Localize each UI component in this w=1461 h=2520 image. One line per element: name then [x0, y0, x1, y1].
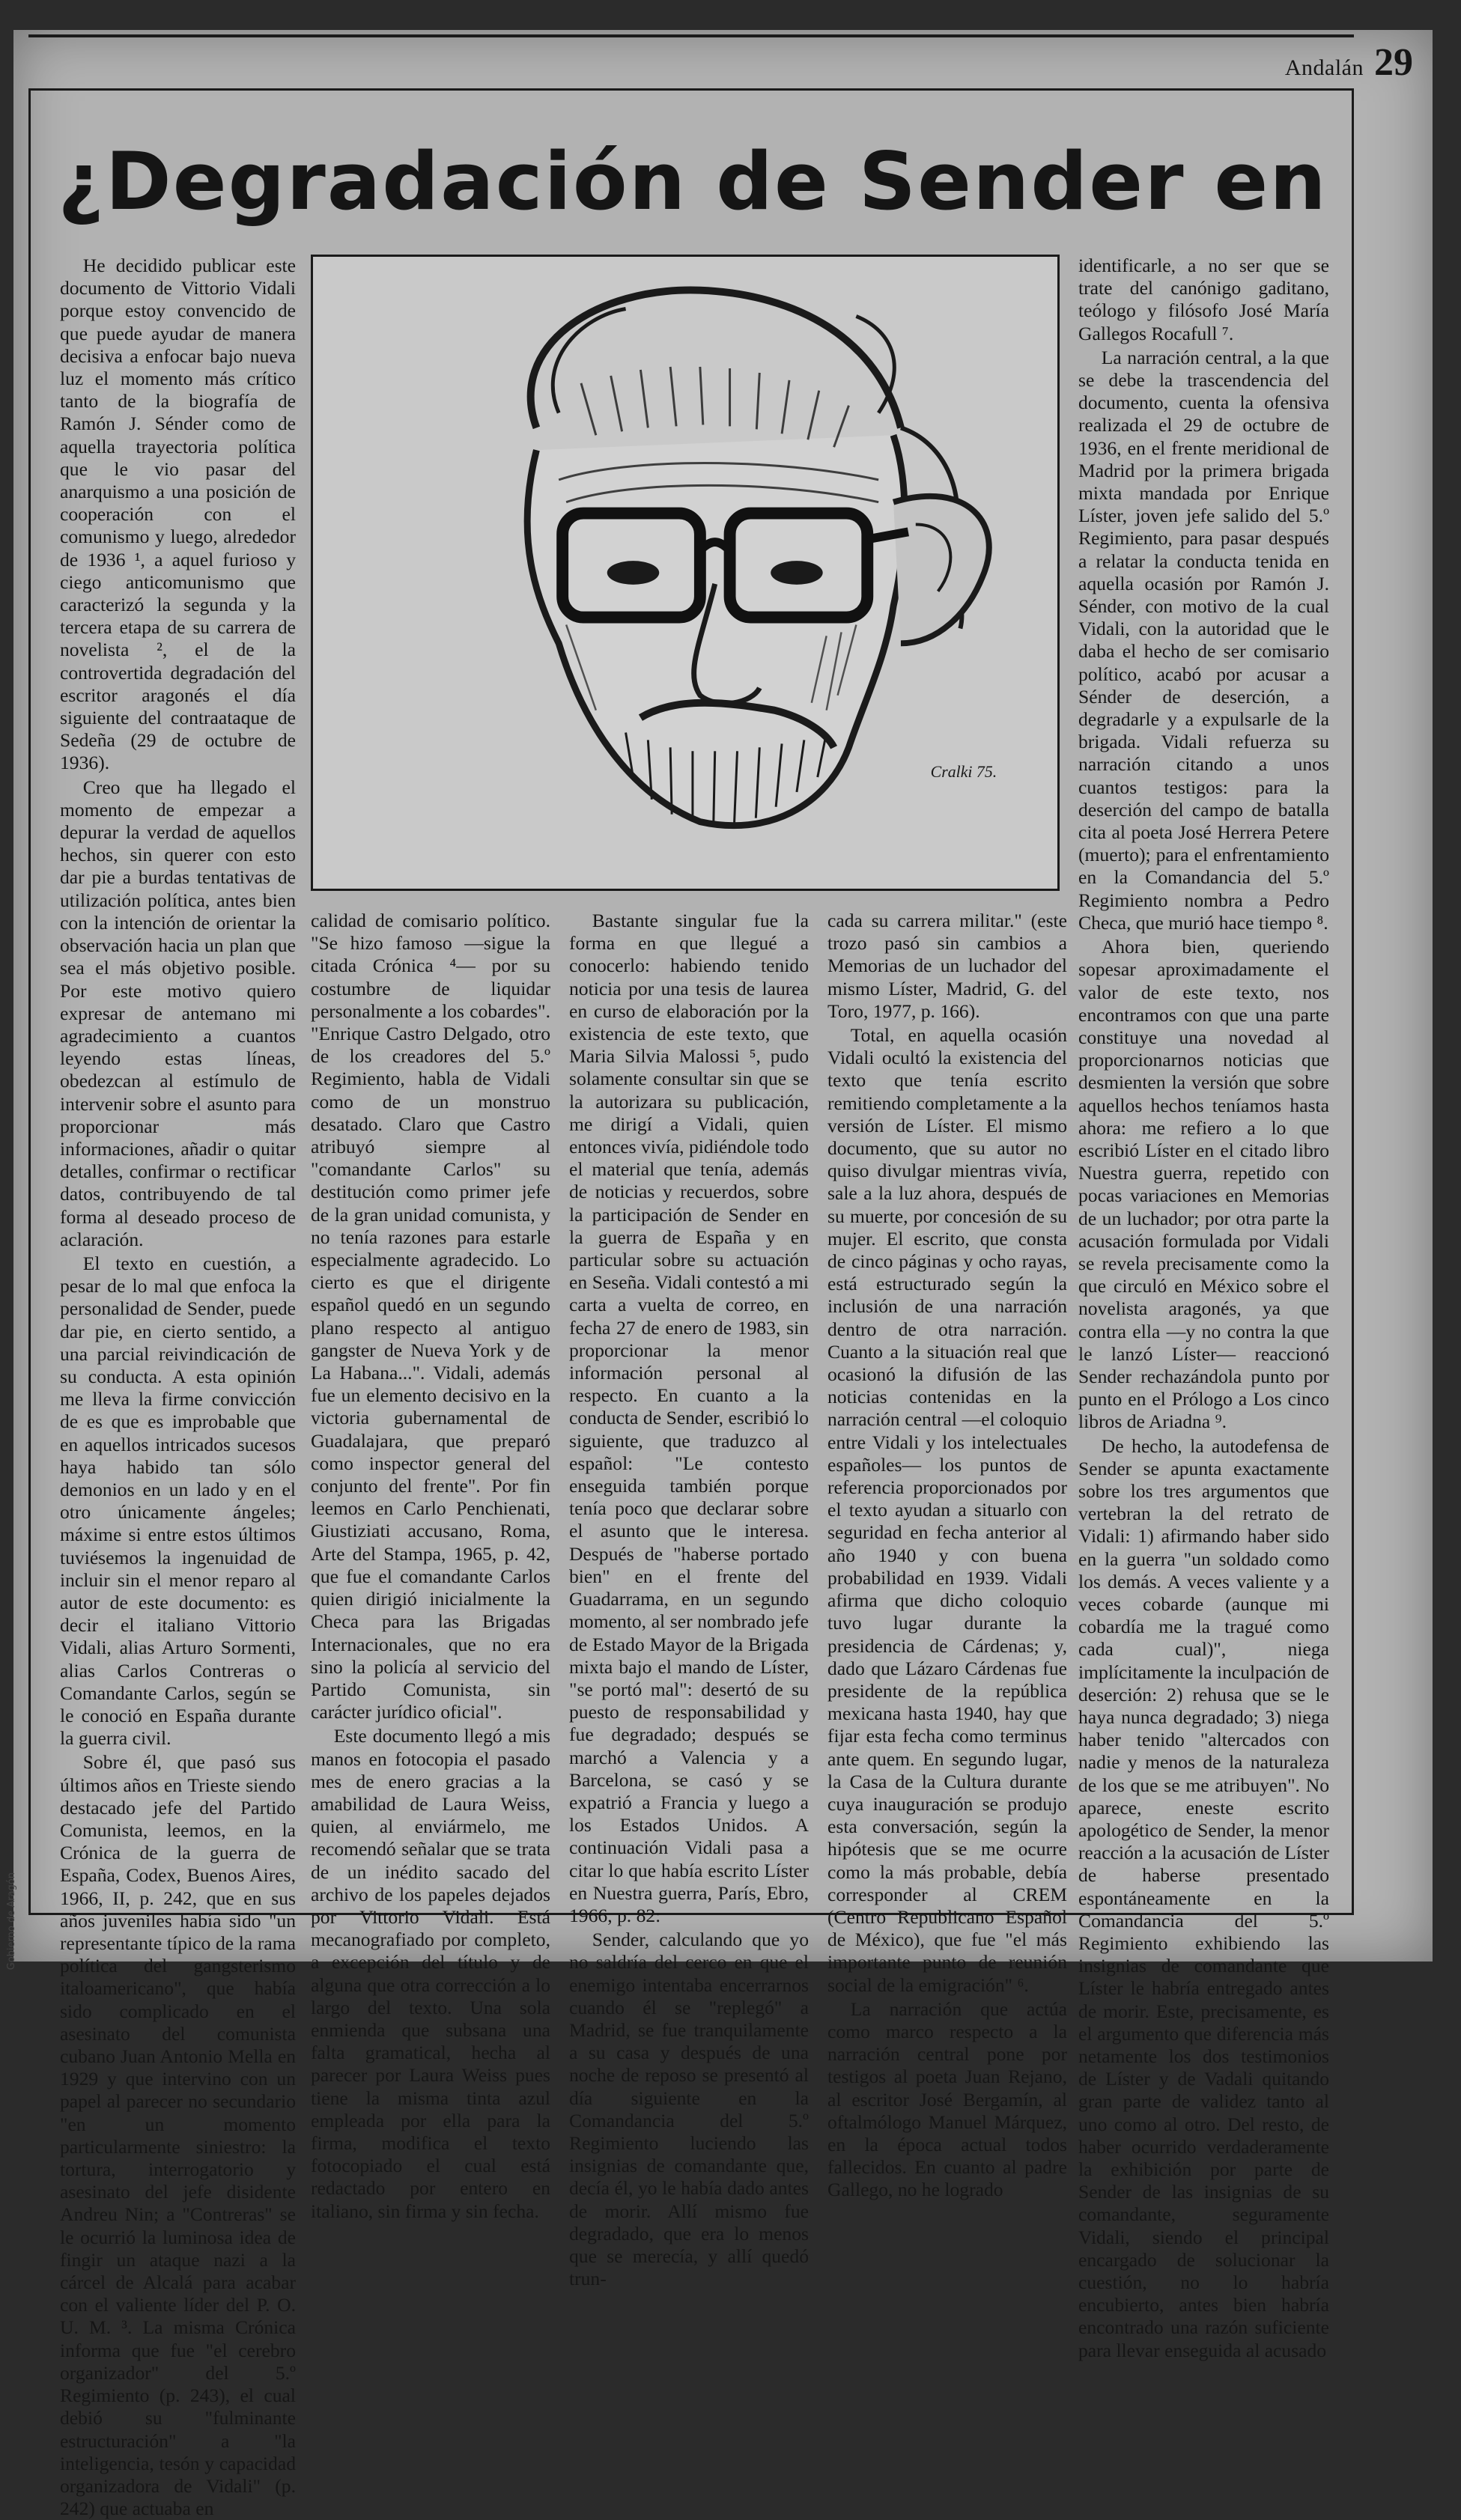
paragraph: Este documento llegó a mis manos en fotocopia el pasado mes de enero gracias a la amabilidad de Laura Weiss, quien, al enviármelo, me recomendó señalar que se trata de un inédito sacado del archivo de los papeles dejados por Vittorio Vidali. Está mecanografiado por completo, a excepción del título y de alguna que otra corrección a lo largo del texto. Una sola enmienda que subsana una falta gramatical, hecha al parecer por Laura Weiss pues tiene la misma tinta azul empleada por ella para la firma, modifica el texto fotocopiado el cual está redactado por entero en italiano, sin firma y sin fecha. — [311, 1725, 550, 2222]
column-3 — [569, 910, 809, 2290]
paragraph: calidad de comisario político. "Se hizo famoso —sigue la citada Crónica ⁴— por su costumbre de liquidar personalmente a los cobardes". "Enrique Castro Delgado, otro de los creadores del 5.º Regimiento, habla de Vidali como de un monstruo desatado. Claro que Castro atribuyó siempre al "comandante Carlos" su destitución como primer jefe de la gran unidad comunista, y no tenía razones para estarle especialmente agradecido. Lo cierto es que el dirigente español quedó en un segundo plano respecto al antiguo gangster de Nueva York y de La Habana...". Vidali, además fue un elemento decisivo en la victoria gubernamental de Guadalajara, que preparó como inspector general del conjunto del frente". Por fin leemos en Carlo Penchienati, Giustiziati accusano, Roma, Arte del Stampa, 1965, p. 42, que fue el comandante Carlos quien dirigió inicialmente la Checa para las Brigadas Internacionales, que no era sino la policía al servicio del Partido Comunista, sin carácter jurídico oficial". — [311, 910, 550, 1723]
archive-credit: Gobierno de Aragón — [6, 1872, 17, 1970]
headline: ¿Degradación de Sender en — [58, 136, 1328, 228]
paragraph: Total, en aquella ocasión Vidali ocultó la existencia del texto que tenía escrito remitiendo completamente a la versión de Líster. El mismo documento, que su autor no quiso divulgar mientras vivía, sale a la luz ahora, después de su muerte, por concesión de su mujer. El escrito, que consta de cinco páginas y ocho rayas, está estructurado según la inclusión de una narración dentro de otra narración. Cuanto a la situación real que ocasionó la difusión de las noticias contenidas en la narración central —el coloquio entre Vidali y los intelectuales españoles— los puntos de referencia proporcionados por el texto ayudan a situarlo con seguridad en fecha anterior al año 1940 y con buena probabilidad en 1939. Vidali afirma que dicho coloquio tuvo lugar durante la presidencia de Cárdenas; y, dado que Lázaro Cárdenas fue presidente de la república mexicana hasta 1940, hay que fijar esta fecha como terminus ante quem. En segundo lugar, la Casa de la Cultura durante cuya inauguración se produjo esta conversación, según la hipótesis que se me ocurre como la más probable, debía corresponder al CREM (Centro Republicano Español de México), que fue "el más importante punto de reunión social de la emigración" ⁶. — [827, 1024, 1067, 1996]
paragraph: Ahora bien, queriendo sopesar aproximadamente el valor de este texto, nos encontramos con que una parte constituye una novedad al proporcionarnos noticias que desmienten la versión que sobre aquellos hechos teníamos hasta ahora: me refiero a lo que escribió Líster en el citado libro Nuestra guerra, repetido con pocas variaciones en Memorias de un luchador; por otra parte la acusación formulada por Vidali se revela precisamente como la que circuló en México sobre el novelista aragonés, ya que contra ella —y no contra la que le lanzó Líster— reaccionó Sender rechazándola punto por punto en el Prólogo a Los cinco libros de Ariadna ⁹. — [1078, 936, 1329, 1433]
artist-signature: Cralki 75. — [930, 763, 997, 782]
column-4 — [827, 910, 1067, 2202]
paragraph: Sobre él, que pasó sus últimos años en Trieste siendo destacado jefe del Partido Comunista, leemos, en la Crónica de la guerra de España, Codex, Buenos Aires, 1966, II, p. 242, que en sus años juveniles había sido "un representante típico de la rama política del gangsterismo italoamericano", que había sido complicado en el asesinato del comunista cubano Juan Antonio Mella en 1929 y que intervino con un papel al parecer no secundario "en un momento particularmente siniestro: la tortura, interrogatorio y asesinato del jefe disidente Andreu Nin; a "Contreras" se le ocurrió la luminosa idea de fingir un ataque nazi a la cárcel de Alcalá para acabar con el valiente líder del P. O. U. M. ³. La misma Crónica informa que fue "el cerebro organizador" del 5.º Regimiento (p. 243), el cual debió su "fulminante estructuración" a "la inteligencia, tesón y capacidad organizadora de Vidali" (p. 242) que actuaba en — [60, 1751, 296, 2520]
paragraph: identificarle, a no ser que se trate del canónigo gaditano, teólogo y filósofo José María Gallegos Rocafull ⁷. — [1078, 255, 1329, 344]
paragraph: De hecho, la autodefensa de Sender se apunta exactamente sobre los tres argumentos que vertebran la del retrato de Vidali: 1) afirmando haber sido en la guerra "un soldado como los demás. A veces valiente y a veces cobarde (aunque mi cobardía me la tragué como cada cual)", niega implícitamente la inculpación de deserción: 2) rehusa que se le haya nunca degradado; 3) niega haber tenido "altercados con nadie y menos de la naturaleza de los que se me atribuyen". No aparece, eneste escrito apologético de Sender, la menor reacción a la acusación de Líster de haberse presentado espontáneamente en la Comandancia del 5.º Regimiento exhibiendo las insignias de comandante que Líster le habría entregado antes de morir. Este, precisamente, es el argumento que diferencia más netamente los dos testimonios de Líster y de Vadali quitando gran parte de validez tanto al uno como al otro. Del resto, de haber ocurrido verdaderamente la exhibición por parte de Sender de las insignias de su comandante, seguramente Vidali, siendo el principal encargado de solucionar la cuestión, no lo habría encubierto, antes bien habría encontrado una razón suficiente para llevar enseguida al acusado — [1078, 1434, 1329, 2361]
paragraph: La narración central, a la que se debe la trascendencia del documento, cuenta la ofensiva realizada el 29 de octubre de 1936, en el frente meridional de Madrid por la primera brigada mixta mandada por Enrique Líster, joven jefe salido del 5.º Regimiento, para pasar después a relatar la conducta tenida en aquella ocasión por Ramón J. Sénder, con motivo de la cual Vidali, con la autoridad que le daba el hecho de ser comisario político, acabó por acusar a Sénder de deserción, a degradarle y a expulsarle de la brigada. Vidali refuerza su narración citando a unos cuantos testigos: para la deserción del campo de batalla cita al poeta José Herrera Petere (muerto); para el enfrentamiento en la Comandancia del 5.º Regimiento nombra a Pedro Checa, que murió hace tiempo ⁸. — [1078, 346, 1329, 934]
column-1 — [60, 255, 296, 2520]
paragraph: Creo que ha llegado el momento de empezar a depurar la verdad de aquellos hechos, sin querer con esto dar pie a burdas tentativas de utilización política, antes bien con la intención de orientar la observación hacia un plan que sea el más objetivo posible. Por este motivo quiero expresar de antemano mi agradecimiento a cuantos leyendo estas líneas, obedezcan al estímulo de intervenir sobre el asunto para proporcionar más informaciones, añadir o quitar detalles, confirmar o rectificar datos, contribuyendo de tal forma al deseado proceso de aclaración. — [60, 776, 296, 1250]
paragraph: Sender, calculando que yo no saldría del cerco en que el enemigo intentaba encerrarnos cuando él se "replegó" a Madrid, se fue tranquilamente a su casa y después de una noche de reposo se presentó al día siguiente en la Comandancia del 5.º Regimiento luciendo las insignias de comandante que, decía él, yo le había dado antes de morir. Allí mismo fue degradado, que era lo menos que se merecía, y allí quedó trun- — [569, 1929, 809, 2290]
paragraph: Bastante singular fue la forma en que llegué a conocerlo: habiendo tenido noticia por una tesis de laurea en curso de elaboración por la existencia de este texto, que Maria Silvia Malossi ⁵, pudo solamente consultar sin que se la autorizara su publicación, me dirigí a Vidali, quien entonces vivía, pidiéndole todo el material que tenía, además de noticias y recuerdos, sobre la participación de Sender en la guerra de España y en particular sobre su actuación en Seseña. Vidali contestó a mi carta a vuelta de correo, en fecha 27 de enero de 1983, sin proporcionar la menor información personal al respecto. En cuanto a la conducta de Sender, escribió lo siguiente, que traduzco al español: "Le contesto enseguida también porque tenía poco que declarar sobre el asunto que le interesa. Después de "haberse portado bien" en el frente del Guadarrama, en un segundo momento, al ser nombrado jefe de Estado Mayor de la Brigada mixta bajo el mando de Líster, "se portó mal": desertó de su puesto de responsabilidad y fue degradado; después se marchó a Valencia y a Barcelona, se casó y se expatrió a Francia y luego a los Estados Unidos. A continuación Vidali pasa a citar lo que había escrito Líster en Nuestra guerra, París, Ebro, 1966, p. 82: — [569, 910, 809, 1926]
top-rule — [28, 34, 1354, 37]
masthead — [1285, 40, 1413, 85]
column-5 — [1078, 255, 1329, 2362]
column-2 — [311, 910, 550, 2223]
publication-name: Andalán — [1284, 55, 1364, 80]
paragraph: He decidido publicar este documento de Vittorio Vidali porque estoy convencido de que puede ayudar de manera decisiva a enfocar bajo nueva luz el momento más crítico tanto de la biografía de Ramón J. Sénder como de aquella trayectoria política que le vio pasar del anarquismo a una posición de cooperación con el comunismo y luego, alrededor de 1936 ¹, a aquel furioso y ciego anticomunismo que caracterizó la segunda y la tercera etapa de su carrera de novelista ², el de la controvertida degradación del escritor aragonés el día siguiente del contraataque de Sedeña (29 de octubre de 1936). — [60, 255, 296, 774]
paragraph: La narración que actúa como marco respecto a la narración central pone por testigos al poeta Juan Rejano, al escritor José Bergamín, al oftalmólogo Manuel Márquez, en la época actual todos fallecidos. En cuanto al padre Gallego, no he logrado — [827, 1997, 1067, 2201]
page-number: 29 — [1374, 41, 1413, 84]
paragraph: El texto en cuestión, a pesar de lo mal que enfoca la personalidad de Sender, puede dar pie, en cierto sentido, a una parcial reivindicación de su conducta. A esta opinión me lleva la firme convicción de es que es improbable que en aquellos intricados sucesos haya habido tan sólo demonios en un lado y en el otro únicamente ángeles; máxime si entre estos últimos tuviésemos la ingenuidad de incluir sin el menor reparo al autor de este documento: es decir el italiano Vittorio Vidali, alias Arturo Sormenti, alias Carlos Contreras o Comandante Carlos, según se le conoció en España durante la guerra civil. — [60, 1252, 296, 1750]
caricature-drawing — [313, 257, 1057, 889]
portrait-illustration — [311, 255, 1060, 891]
paragraph: cada su carrera militar." (este trozo pasó sin cambios a Memorias de un luchador del mismo Líster, Madrid, G. del Toro, 1977, p. 166). — [827, 910, 1067, 1022]
